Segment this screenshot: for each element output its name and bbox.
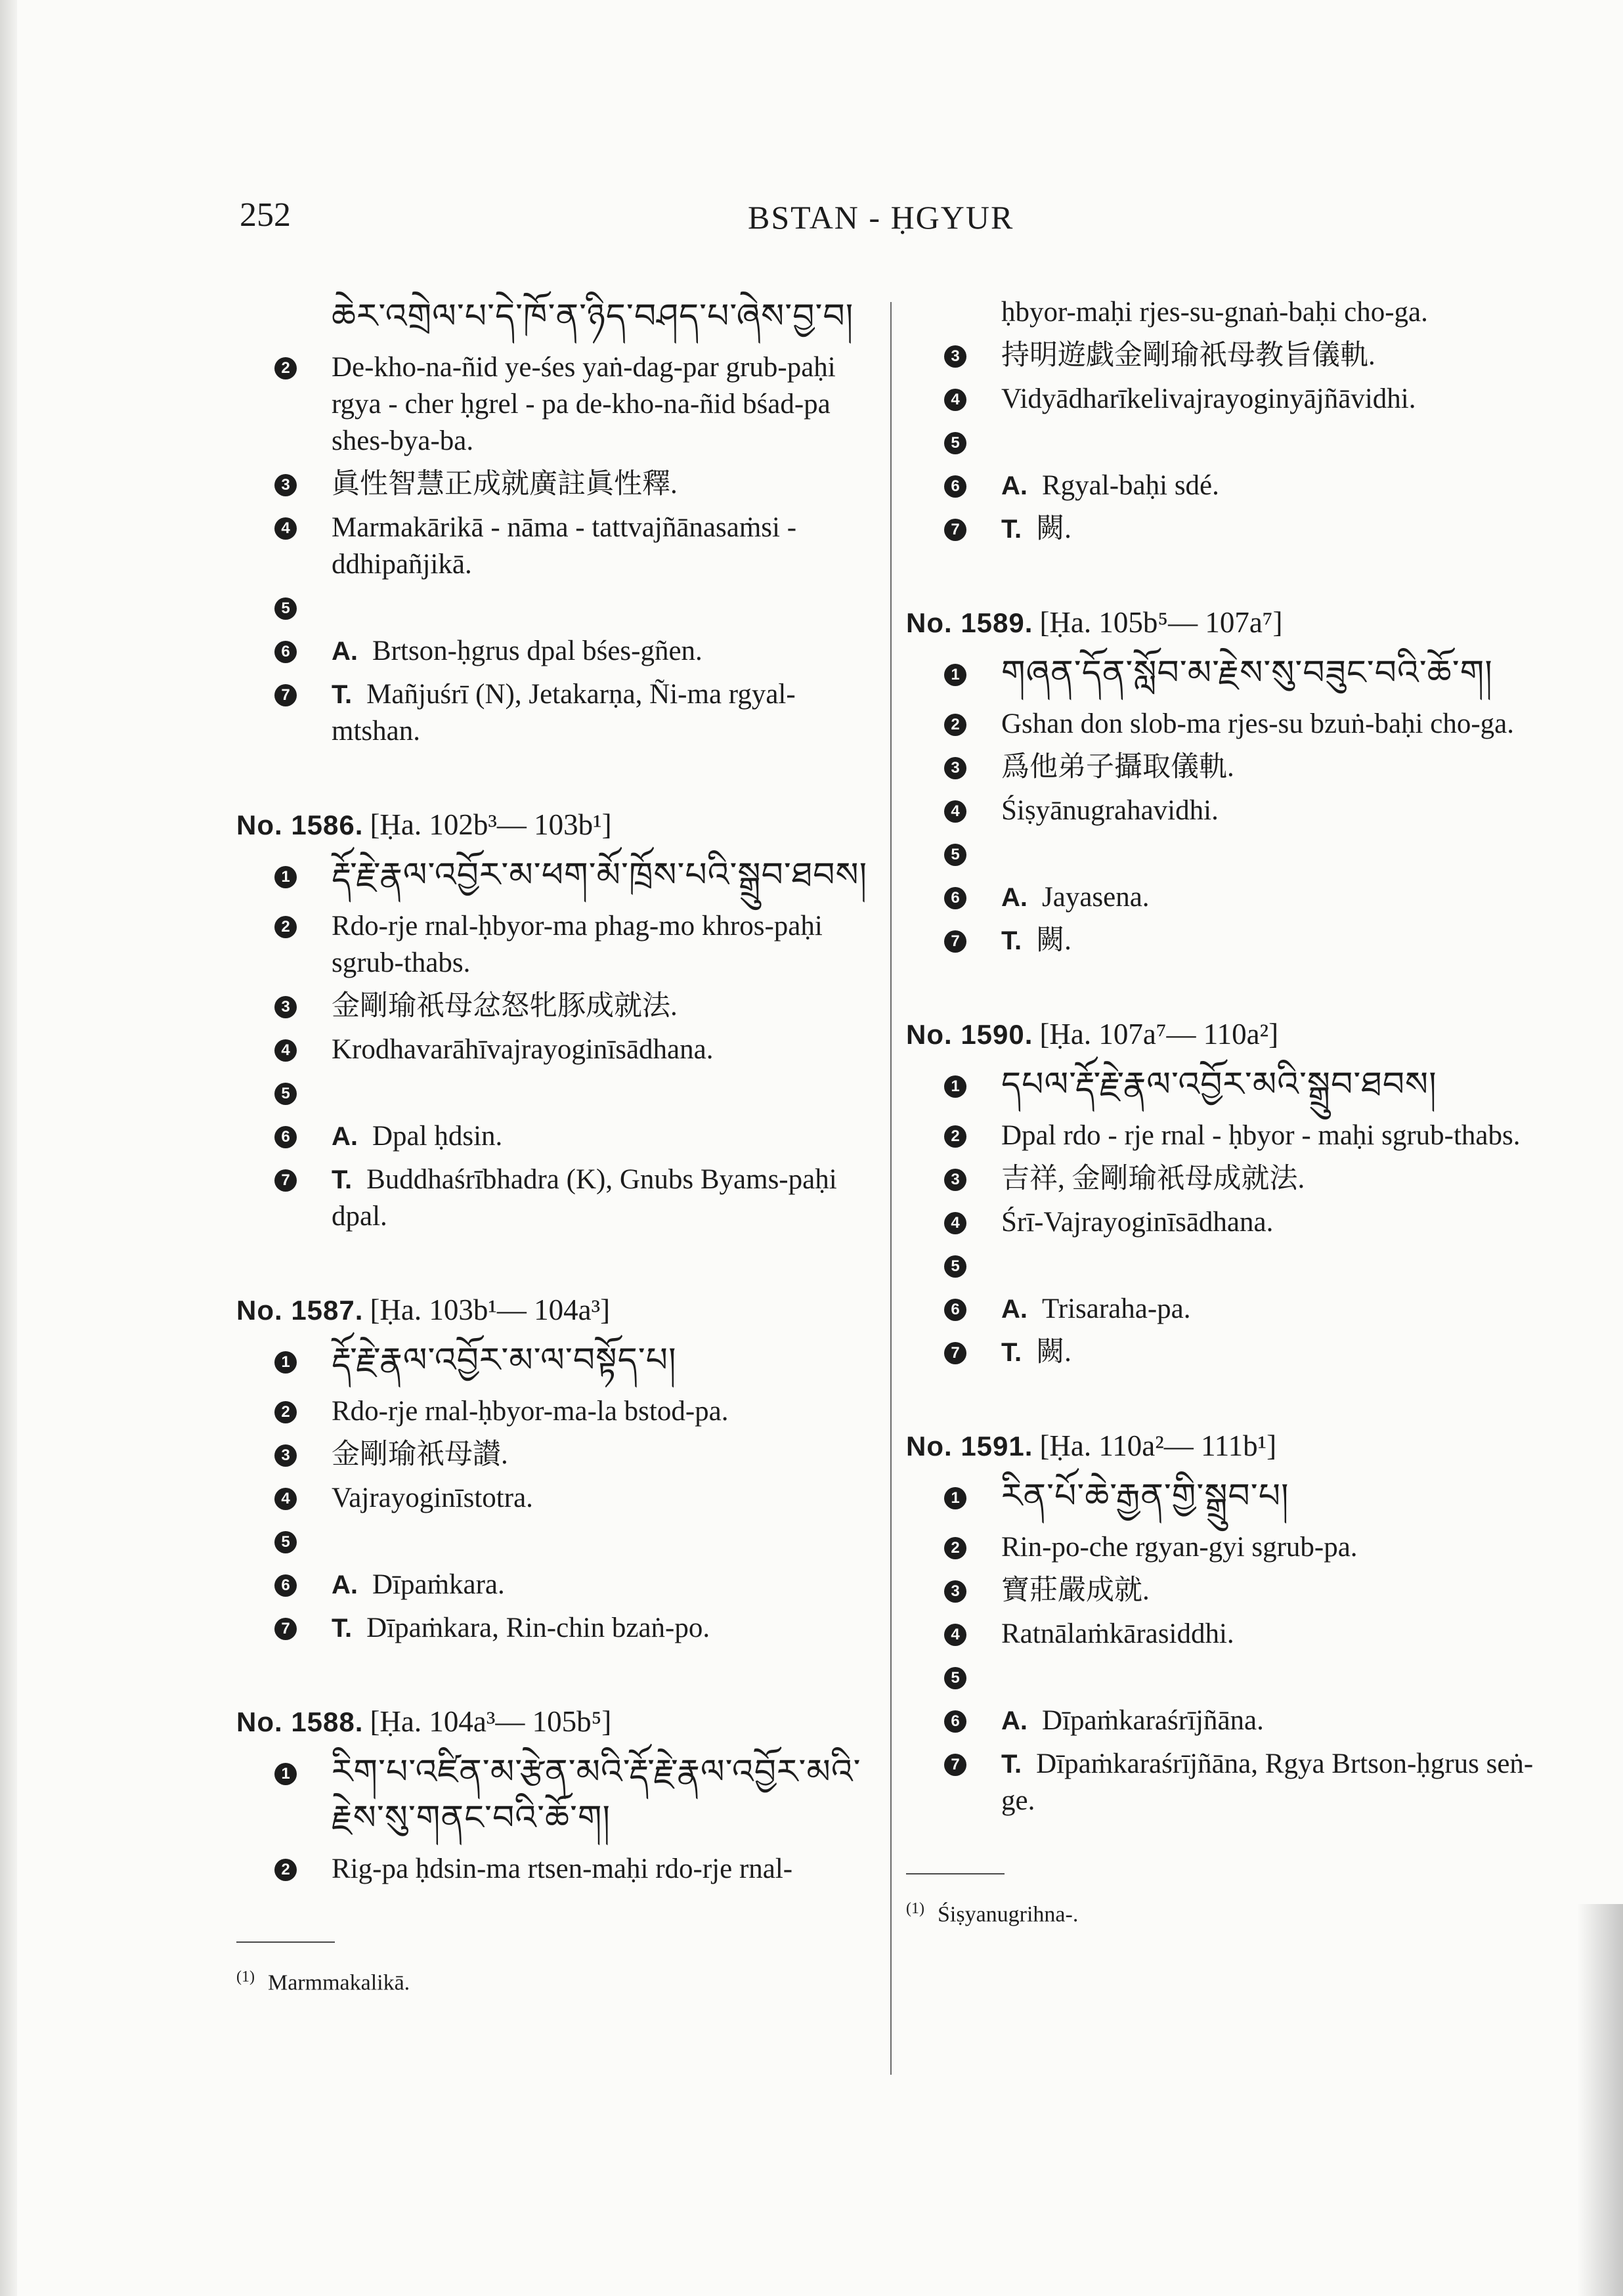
field-row xyxy=(906,467,1549,504)
field-text: Vajrayoginīstotra. xyxy=(332,1483,533,1513)
role-label: T. xyxy=(1001,1338,1022,1367)
field-row xyxy=(906,381,1549,418)
field-text: Vidyādharīkelivajrayoginyājñāvidhi. xyxy=(1001,383,1416,414)
field-row xyxy=(906,1117,1549,1154)
field-number-badge: 7 xyxy=(944,1754,966,1776)
footnote xyxy=(236,1962,880,1997)
field-number-badge: 2 xyxy=(274,916,297,938)
field-row xyxy=(906,1572,1549,1609)
entry-number: No. 1586. xyxy=(236,810,364,840)
field-text: Buddhaśrībhadra (K), Gnubs Byams-paḥi dpal. xyxy=(332,1164,837,1232)
catalogue-entry xyxy=(236,804,880,1235)
field-text: Mañjuśrī (N), Jetakarṇa, Ñi-ma rgyal-mtshan. xyxy=(332,679,796,747)
field-text: 爲他弟子攝取儀軌. xyxy=(1001,752,1234,783)
field-text: Dīpaṁkara, Rin-chin bzaṅ-po. xyxy=(366,1613,710,1643)
tibetan-title: རིན་པོ་ཆེ་རྒྱན་གྱི་སྒྲུབ་པ། xyxy=(1001,1478,1289,1515)
field-number-badge: 7 xyxy=(274,1618,297,1640)
field-number-badge: 7 xyxy=(274,1169,297,1192)
role-label: A. xyxy=(1001,883,1028,912)
field-text: 闕. xyxy=(1036,1337,1071,1368)
folio-reference: [Ḥa. 105b⁵— 107a⁷] xyxy=(1039,606,1283,639)
field-number-badge: 3 xyxy=(944,345,966,368)
field-number-badge: 7 xyxy=(944,930,966,953)
field-number-badge: 1 xyxy=(944,1487,966,1509)
field-number-badge: 5 xyxy=(944,844,966,866)
field-text: Brtson-ḥgrus dpal bśes-gñen. xyxy=(372,636,703,666)
footnote xyxy=(906,1894,1549,1929)
entry-heading xyxy=(236,1700,880,1743)
field-row xyxy=(906,1334,1549,1371)
field-number-badge: 4 xyxy=(944,1624,966,1646)
field-number-badge: 5 xyxy=(274,597,297,620)
field-number-badge: 4 xyxy=(944,800,966,823)
field-number-badge: 1 xyxy=(274,1763,297,1785)
field-row xyxy=(236,1393,880,1430)
tibetan-title: གཞན་དོན་སློབ་མ་རྗེས་སུ་བཟུང་བའི་ཆོ་ག། xyxy=(1001,655,1493,692)
field-row xyxy=(906,1702,1549,1739)
field-text: Dpal ḥdsin. xyxy=(372,1121,503,1152)
field-number-badge: 5 xyxy=(944,1667,966,1689)
field-number-badge: 4 xyxy=(944,1212,966,1234)
entry-heading xyxy=(906,1013,1549,1056)
field-text: Rin-po-che rgyan-gyi sgrub-pa. xyxy=(1001,1532,1358,1563)
field-number-badge: 4 xyxy=(274,1488,297,1510)
field-number-badge: 5 xyxy=(274,1083,297,1105)
field-row xyxy=(236,1523,880,1560)
tibetan-title: རིག་པ་འཛིན་མ་རྩེན་མའི་རྡོ་རྗེ་རྣལ་འབྱོར་མའི་རྗེས་སུ་གནང་བའི་ཆོ་ག། xyxy=(332,1754,861,1837)
field-row xyxy=(906,1161,1549,1198)
field-number-badge: 5 xyxy=(944,432,966,454)
field-number-badge: 3 xyxy=(944,1580,966,1603)
field-number-badge: 7 xyxy=(274,684,297,706)
field-number-badge: 3 xyxy=(274,1444,297,1467)
folio-reference: [Ḥa. 107a⁷— 110a²] xyxy=(1039,1018,1279,1051)
field-text: Dīpaṁkara. xyxy=(372,1569,505,1600)
field-text: Rgyal-baḥi sdé. xyxy=(1042,470,1219,501)
role-label: T. xyxy=(332,680,353,709)
field-number-badge: 1 xyxy=(274,1351,297,1374)
catalogue-entry xyxy=(906,294,1549,548)
entry-number: No. 1591. xyxy=(906,1431,1033,1462)
entry-number: No. 1587. xyxy=(236,1295,364,1326)
field-row xyxy=(906,424,1549,461)
entry-heading xyxy=(906,601,1549,644)
role-label: A. xyxy=(332,637,358,666)
tibetan-title-row xyxy=(236,1750,880,1842)
field-text: Trisaraha-pa. xyxy=(1042,1293,1191,1324)
field-row xyxy=(236,1480,880,1517)
tibetan-title: རྡོ་རྗེ་རྣལ་འབྱོར་མ་ལ་བསྟོད་པ། xyxy=(332,1342,677,1379)
field-row xyxy=(236,1610,880,1647)
field-row xyxy=(906,294,1549,331)
field-text: 闕. xyxy=(1036,513,1071,544)
field-number-badge: 3 xyxy=(274,996,297,1018)
right-column xyxy=(906,295,1549,1929)
role-label: A. xyxy=(1001,1706,1028,1735)
field-number-badge: 2 xyxy=(944,714,966,736)
field-row xyxy=(236,590,880,626)
field-number-badge: 6 xyxy=(944,887,966,909)
field-row xyxy=(906,1746,1549,1819)
role-label: A. xyxy=(332,1570,358,1599)
catalogue-entry xyxy=(236,1700,880,1888)
role-label: T. xyxy=(332,1614,353,1643)
field-row xyxy=(906,1247,1549,1284)
field-text: 金剛瑜祇母忿怒牝豚成就法. xyxy=(332,991,678,1022)
field-number-badge: 2 xyxy=(944,1125,966,1148)
catalogue-entry xyxy=(906,601,1549,959)
field-row xyxy=(236,349,880,460)
footnote-rule xyxy=(236,1941,335,1943)
field-text: Dpal rdo - rje rnal - ḥbyor - maḥi sgrub-thabs. xyxy=(1001,1120,1521,1151)
field-row xyxy=(236,1118,880,1155)
field-row xyxy=(906,1616,1549,1653)
folio-reference: [Ḥa. 103b¹— 104a³] xyxy=(370,1293,611,1326)
field-row xyxy=(236,1567,880,1603)
tibetan-title: ཆེར་འགྲེལ་པ་དེ་ཁོ་ན་ཉིད་བཤད་པ་ཞེས་བྱ་བ། xyxy=(332,298,854,336)
field-row xyxy=(236,509,880,583)
role-label: T. xyxy=(1001,926,1022,955)
field-row xyxy=(906,749,1549,786)
role-label: A. xyxy=(1001,471,1028,500)
catalogue-entry xyxy=(236,1289,880,1647)
field-number-badge: 1 xyxy=(274,866,297,888)
catalogue-entry xyxy=(906,1013,1549,1371)
tibetan-title-row xyxy=(906,1062,1549,1108)
field-number-badge: 3 xyxy=(274,474,297,496)
role-label: A. xyxy=(332,1122,358,1151)
field-number-badge: 2 xyxy=(274,1401,297,1423)
tibetan-title: རྡོ་རྗེ་རྣལ་འབྱོར་མ་ཕག་མོ་ཁྲོས་པའི་སྒྲུབ་ཐབས། xyxy=(332,857,868,894)
field-number-badge: 6 xyxy=(944,475,966,498)
field-row xyxy=(236,676,880,750)
field-text: Krodhavarāhīvajrayoginīsādhana. xyxy=(332,1034,714,1065)
field-row xyxy=(906,836,1549,873)
field-row xyxy=(236,633,880,670)
entry-heading xyxy=(236,1289,880,1332)
column-divider xyxy=(890,302,892,2075)
folio-reference: [Ḥa. 102b³— 103b¹] xyxy=(370,808,612,841)
field-row xyxy=(236,1161,880,1235)
page-edge-shadow xyxy=(1577,1904,1623,2296)
page-header xyxy=(0,196,1623,248)
field-row xyxy=(906,1529,1549,1566)
field-number-badge: 7 xyxy=(944,1342,966,1364)
field-number-badge: 2 xyxy=(274,357,297,379)
catalogue-entry xyxy=(906,1425,1549,1819)
footnote-rule xyxy=(906,1873,1005,1874)
field-row xyxy=(236,1075,880,1112)
field-number-badge: 6 xyxy=(944,1299,966,1321)
folio-reference: [Ḥa. 110a²— 111b¹] xyxy=(1039,1429,1277,1462)
tibetan-title: དཔལ་རྡོ་རྗེ་རྣལ་འབྱོར་མའི་སྒྲུབ་ཐབས། xyxy=(1001,1066,1437,1104)
role-label: T. xyxy=(1001,1750,1022,1779)
running-title: BSTAN - ḤGYUR xyxy=(748,199,1014,236)
left-column xyxy=(236,295,880,1997)
field-number-badge: 4 xyxy=(274,517,297,540)
field-row xyxy=(236,1851,880,1888)
field-text: 眞性智慧正成就廣註眞性釋. xyxy=(332,469,678,500)
footnote-text: Marmmakalikā. xyxy=(267,1970,410,1995)
tibetan-title-row xyxy=(906,1474,1549,1520)
footnote-text: Śiṣyanugrihna-. xyxy=(937,1902,1079,1927)
field-row xyxy=(236,908,880,982)
field-row xyxy=(906,792,1549,829)
field-number-badge: 3 xyxy=(944,1169,966,1191)
tibetan-title-row xyxy=(236,1338,880,1384)
field-row xyxy=(236,466,880,503)
field-text: Dīpaṁkaraśrījñāna. xyxy=(1042,1705,1264,1736)
field-number-badge: 1 xyxy=(944,664,966,686)
field-text: De-kho-na-ñid ye-śes yaṅ-dag-par grub-paḥi rgya - cher ḥgrel - pa de-kho-na-ñid bśad-pa shes-bya-ba. xyxy=(332,352,836,456)
field-number-badge: 6 xyxy=(274,1574,297,1597)
field-text: Rig-pa ḥdsin-ma rtsen-maḥi rdo-rje rnal- xyxy=(332,1853,793,1884)
entry-number: No. 1589. xyxy=(906,607,1033,638)
field-row xyxy=(906,1204,1549,1241)
catalogue-entry xyxy=(236,294,880,750)
footnote-mark: (1) xyxy=(236,1968,255,1985)
entry-heading xyxy=(906,1425,1549,1467)
field-row xyxy=(906,1291,1549,1328)
field-text: Jayasena. xyxy=(1042,882,1150,913)
field-text: Śiṣyānugrahavidhi. xyxy=(1001,795,1219,826)
field-row xyxy=(906,879,1549,916)
entry-number: No. 1590. xyxy=(906,1019,1033,1050)
field-row xyxy=(236,1031,880,1068)
field-row xyxy=(906,511,1549,548)
field-row xyxy=(906,706,1549,743)
field-number-badge: 3 xyxy=(944,757,966,779)
field-row xyxy=(906,337,1549,374)
entry-number: No. 1588. xyxy=(236,1706,364,1737)
tibetan-title-row xyxy=(906,651,1549,697)
field-text: 闕. xyxy=(1036,925,1071,956)
field-number-badge: 6 xyxy=(274,641,297,663)
page-number: 252 xyxy=(240,196,291,234)
field-row xyxy=(906,922,1549,959)
field-text: Rdo-rje rnal-ḥbyor-ma phag-mo khros-paḥi sgrub-thabs. xyxy=(332,911,823,978)
footnote-mark: (1) xyxy=(906,1900,924,1917)
field-text: Dīpaṁkaraśrījñāna, Rgya Brtson-ḥgrus seṅ-ge. xyxy=(1001,1748,1534,1816)
tibetan-title-row xyxy=(236,853,880,899)
entry-heading xyxy=(236,804,880,846)
field-number-badge: 2 xyxy=(274,1859,297,1881)
field-number-badge: 5 xyxy=(274,1531,297,1553)
field-number-badge: 4 xyxy=(274,1039,297,1062)
field-text: Ratnālaṁkārasiddhi. xyxy=(1001,1618,1234,1649)
field-text: Marmakārikā - nāma - tattvajñānasaṁsi - ddhipañjikā. xyxy=(332,512,797,580)
field-text: 寶莊嚴成就. xyxy=(1001,1575,1150,1606)
field-number-badge: 4 xyxy=(944,389,966,411)
field-text: Rdo-rje rnal-ḥbyor-ma-la bstod-pa. xyxy=(332,1396,729,1427)
field-number-badge: 7 xyxy=(944,519,966,541)
field-number-badge: 6 xyxy=(944,1710,966,1733)
field-row xyxy=(906,1659,1549,1696)
role-label: A. xyxy=(1001,1295,1028,1324)
field-row xyxy=(236,1437,880,1473)
field-number-badge: 2 xyxy=(944,1537,966,1559)
tibetan-title-row xyxy=(236,294,880,340)
field-number-badge: 1 xyxy=(944,1075,966,1098)
page-gutter-shadow xyxy=(0,0,17,2296)
field-text: ḥbyor-maḥi rjes-su-gnaṅ-baḥi cho-ga. xyxy=(1001,297,1428,328)
field-text: 金剛瑜祇母讃. xyxy=(332,1439,508,1470)
role-label: T. xyxy=(332,1165,353,1194)
field-text: Gshan don slob-ma rjes-su bzuṅ-baḥi cho-ga. xyxy=(1001,708,1514,739)
field-number-badge: 6 xyxy=(274,1126,297,1148)
field-text: Śrī-Vajrayoginīsādhana. xyxy=(1001,1207,1274,1238)
field-row xyxy=(236,988,880,1025)
field-text: 持明遊戯金剛瑜祇母教旨儀軌. xyxy=(1001,340,1375,371)
field-text: 吉祥, 金剛瑜祇母成就法. xyxy=(1001,1163,1305,1194)
folio-reference: [Ḥa. 104a³— 105b⁵] xyxy=(370,1705,612,1738)
field-number-badge: 5 xyxy=(944,1255,966,1278)
role-label: T. xyxy=(1001,515,1022,544)
